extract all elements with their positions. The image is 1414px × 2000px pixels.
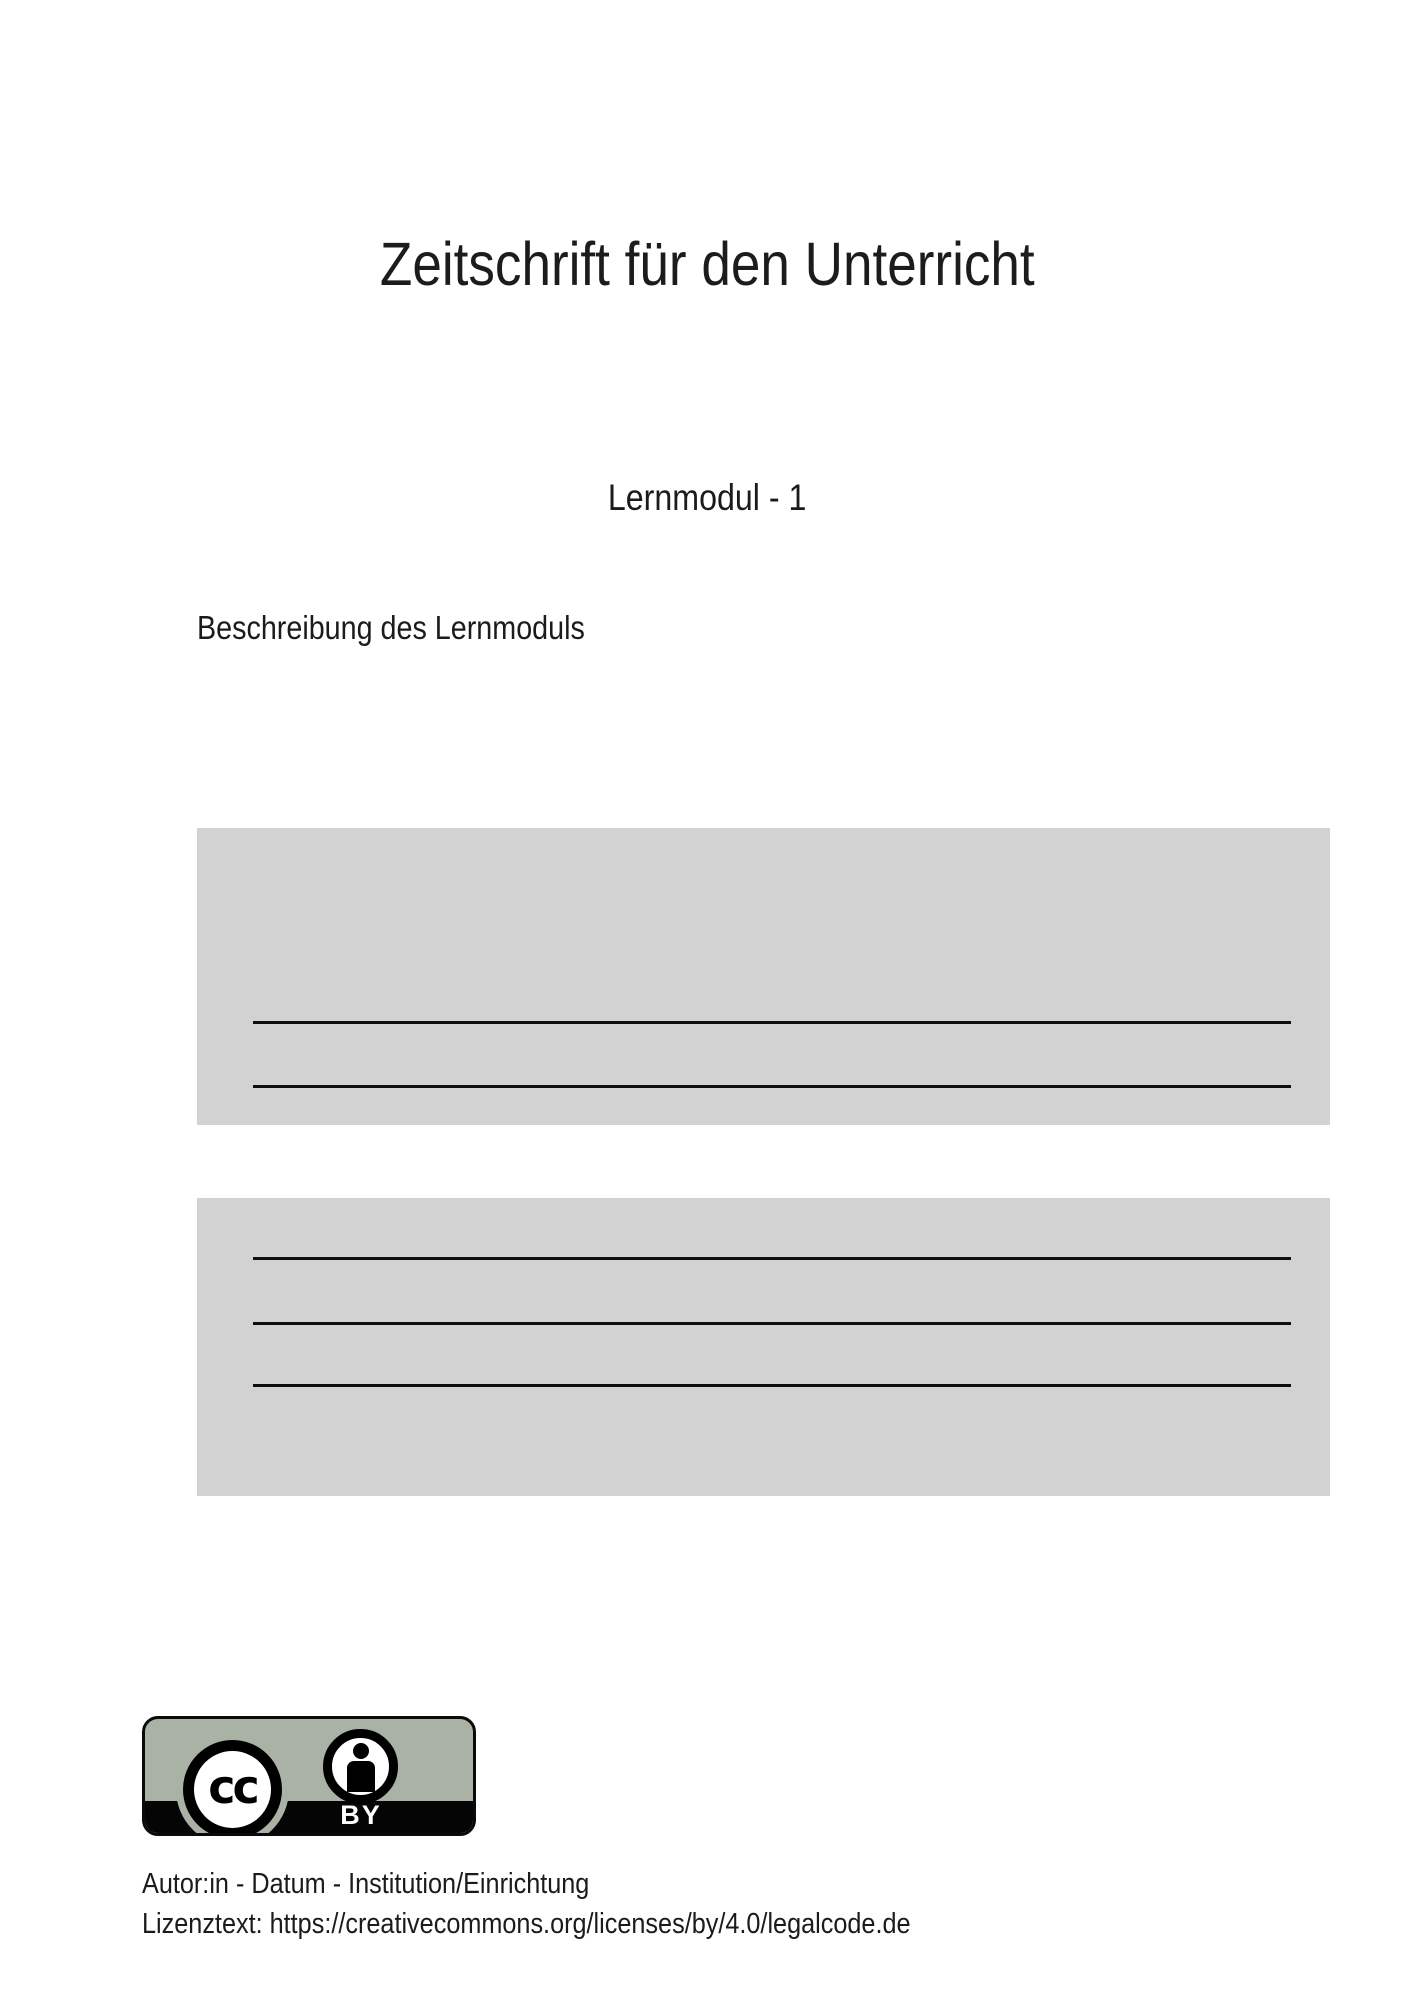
footer-author-text: Autor:in - Datum - Institution/Einrichtung (142, 1868, 590, 1900)
writing-line (253, 1257, 1291, 1260)
writing-line (253, 1384, 1291, 1387)
section-label-text: Beschreibung des Lernmoduls (197, 609, 585, 646)
license-url-link[interactable]: https://creativecommons.org/licenses/by/4.0/legalcode.de (269, 1908, 911, 1940)
description-box-2 (197, 1198, 1330, 1496)
footer-license-line (142, 1904, 1025, 1944)
license-label: Lizenztext: (142, 1908, 263, 1940)
footer-author-line (142, 1864, 1025, 1904)
cc-logo-label: cc (208, 1759, 257, 1814)
person-body-icon (347, 1761, 375, 1792)
section-label (197, 609, 643, 647)
person-head-icon (353, 1743, 369, 1759)
writing-line (253, 1322, 1291, 1325)
page-title-text: Zeitschrift für den Unterricht (379, 230, 1035, 298)
writing-line (253, 1021, 1291, 1024)
module-subtitle-text: Lernmodul - 1 (607, 477, 807, 518)
page-title (0, 229, 1414, 299)
footer (142, 1864, 1025, 1944)
writing-line (253, 1085, 1291, 1088)
cc-by-license-badge[interactable] (142, 1716, 476, 1836)
attribution-person-icon (323, 1729, 398, 1804)
description-box-1 (197, 828, 1330, 1125)
module-subtitle (0, 477, 1414, 519)
by-label: BY (340, 1800, 382, 1830)
cc-logo-icon (183, 1740, 282, 1836)
